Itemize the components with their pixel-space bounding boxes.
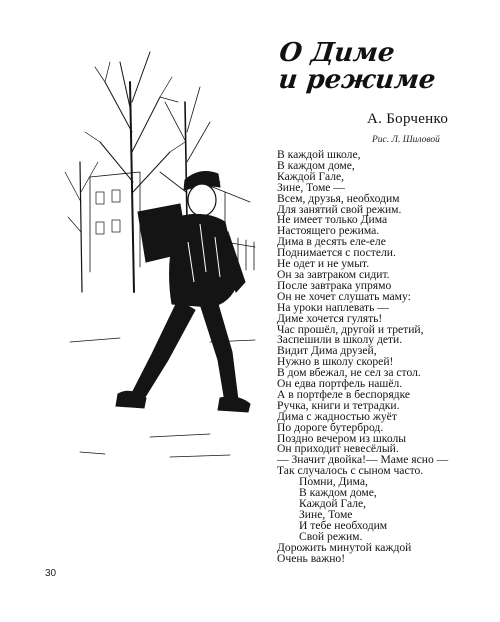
poem-line: Дорожить минутой каждой [277,540,412,554]
poem-line: Зине, Томе [299,507,353,521]
poem-line: Очень важно! [277,551,346,565]
poem-line: Не имеет только Дима [277,213,388,227]
page-number: 30 [45,568,57,579]
poem-line: Настоящего режима. [277,224,380,238]
title-line-1: О Диме [277,38,397,68]
poem-line: — Значит двойка!— Маме ясно — [277,453,449,467]
poem-line: Для занятий свой режим. [277,202,402,216]
poem-line: В каждом доме, [299,486,377,500]
poem-line: В дом вбежал, не сел за стол. [277,366,421,380]
poem-line: Помни, Дима, [299,475,368,489]
illustrator-credit: Рис. Л. Шиловой [372,135,440,145]
poem-line: В каждой школе, [277,148,361,161]
poem-line: Так случалось с сыном часто. [277,464,424,478]
poem-line: Каждой Гале, [277,169,345,183]
author-name: А. Борченко [367,111,449,127]
poem-title [275,40,439,94]
poem-line: Диме хочется гулять! [277,311,383,325]
poem-line: Он не хочет слушать маму: [277,289,411,303]
poem-line: Всем, друзья, необходим [277,191,400,205]
poem-line: Каждой Гале, [299,497,367,510]
poem-line: Нужно в школу скорей! [277,355,394,369]
poem-line: Свой режим. [299,529,363,543]
poem-line: Час прошёл, другой и третий, [277,322,424,336]
poem-line: Дима в десять еле-еле [277,235,386,249]
poem-line: После завтрака упрямо [277,278,392,292]
poem-line: Видит Дима друзей, [277,344,377,358]
poem-line: В каждом доме, [277,158,355,172]
poem-line: Ручка, книги и тетрадки. [277,398,400,412]
poem-line: И тебе необходим [299,518,388,532]
boy-with-schoolbag-illustration [60,42,260,472]
poem-line: Зине, Томе — [277,180,345,194]
title-line-2: и режиме [277,65,438,95]
poem-line: Поднимается с постели. [277,246,396,260]
poem-line: Он за завтраком сидит. [277,267,390,281]
poem-line: По дороге бутерброд. [277,420,384,434]
poem-line: А в портфеле в беспорядке [277,387,411,401]
poem-line: Заспешили в школу дети. [277,333,403,347]
poem-text [277,150,448,564]
poem-line: Он едва портфель нашёл. [277,377,403,391]
poem-line: Он приходит невесёлый. [277,442,399,456]
poem-line: Не одет и не умыт. [277,257,370,271]
poem-line: На уроки наплевать — [277,300,389,314]
poem-line: Дима с жадностью жуёт [277,409,397,423]
poem-line: Поздно вечером из школы [277,431,407,445]
